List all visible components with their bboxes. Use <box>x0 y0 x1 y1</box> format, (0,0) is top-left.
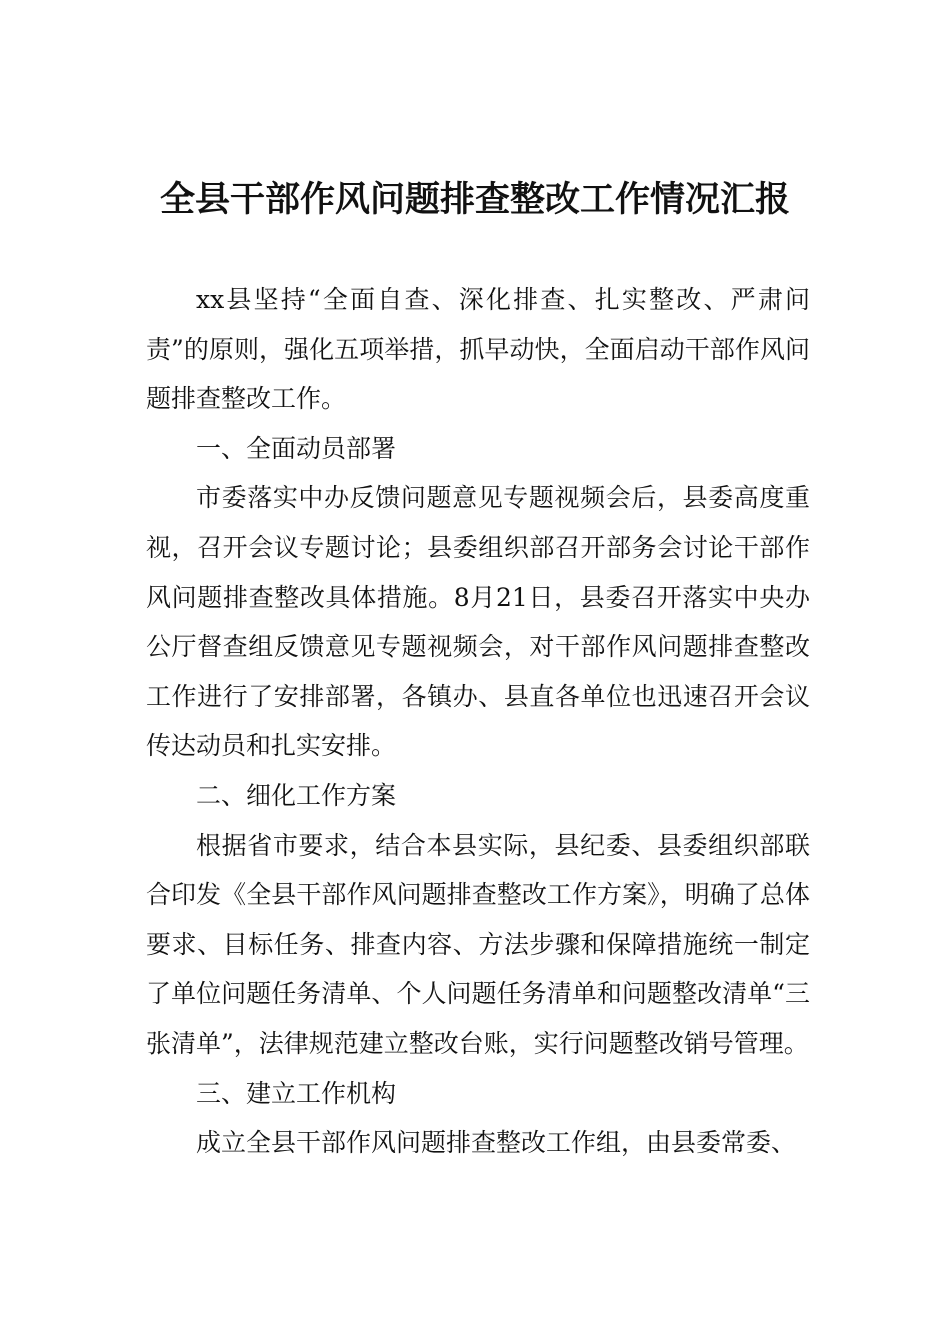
paragraph-intro: xx县坚持“全面自查、深化排查、扎实整改、严肃问责”的原则，强化五项举措，抓早动快，全面启动干部作风问题排查整改工作。 <box>146 285 810 414</box>
section-heading-3: 三、建立工作机构 <box>196 1078 397 1108</box>
document-body <box>146 275 810 1168</box>
paragraph-section-1: 市委落实中办反馈问题意见专题视频会后，县委高度重视，召开会议专题讨论；县委组织部召开部务会讨论干部作风问题排查整改具体措施。8月21日，县委召开落实中央办公厅督查组反馈意见专题视频会，对干部作风问题排查整改工作进行了安排部署，各镇办、县直各单位也迅速召开会议传达动员和扎实安排。 <box>146 483 810 761</box>
document-title: 全县干部作风问题排查整改工作情况汇报 <box>159 179 790 220</box>
section-heading-2: 二、细化工作方案 <box>196 780 397 810</box>
paragraph-section-2: 根据省市要求，结合本县实际，县纪委、县委组织部联合印发《全县干部作风问题排查整改工作方案》，明确了总体要求、目标任务、排查内容、方法步骤和保障措施统一制定了单位问题任务清单、个人问题任务清单和问题整改清单“三张清单”，法律规范建立整改台账，实行问题整改销号管理。 <box>146 830 810 1058</box>
section-heading-1: 一、全面动员部署 <box>196 433 397 463</box>
paragraph-section-3: 成立全县干部作风问题排查整改工作组，由县委常委、 <box>196 1128 797 1158</box>
